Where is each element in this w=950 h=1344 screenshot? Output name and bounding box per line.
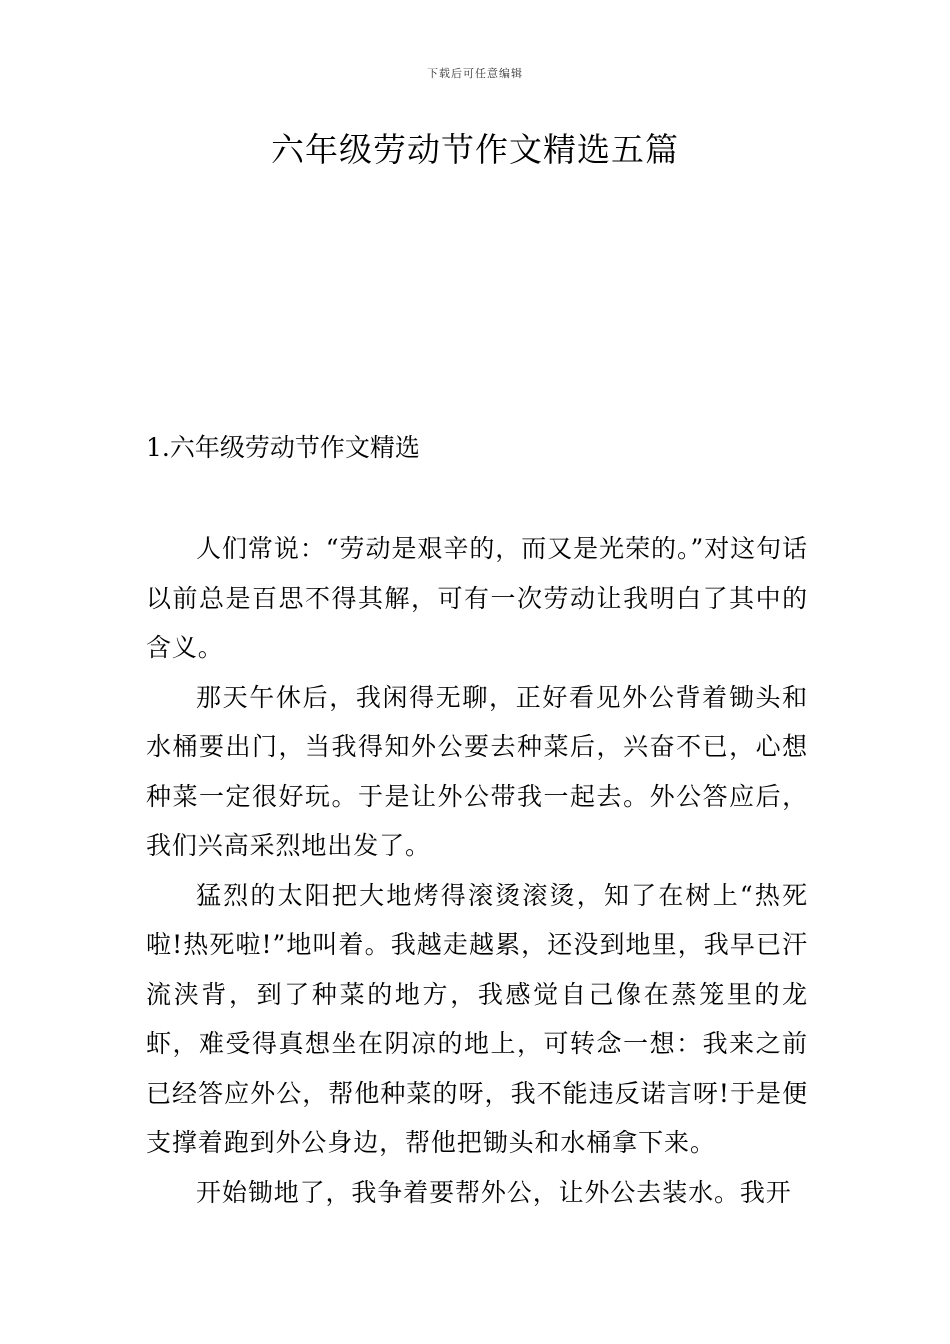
body-text [146, 524, 808, 1217]
paragraph: 猛烈的太阳把大地烤得滚烫滚烫，知了在树上“热死啦!热死啦!”地叫着。我越走越累，还没到地里，我早已汗流浃背，到了种菜的地方，我感觉自己像在蒸笼里的龙虾，难受得真想坐在阴凉的地上，可转念一想：我来之前已经答应外公，帮他种菜的呀，我不能违反诺言呀!于是便支撑着跑到外公身边，帮他把锄头和水桶拿下来。 [146, 880, 808, 1157]
header-note: 下载后可任意编辑 [427, 67, 523, 80]
section-heading: 1.六年级劳动节作文精选 [146, 433, 420, 462]
paragraph: 开始锄地了，我争着要帮外公，让外公去装水。我开 [196, 1177, 792, 1207]
document-title: 六年级劳动节作文精选五篇 [271, 130, 679, 169]
paragraph: 那天午休后，我闲得无聊，正好看见外公背着锄头和水桶要出门，当我得知外公要去种菜后，兴奋不已，心想种菜一定很好玩。于是让外公带我一起去。外公答应后，我们兴高采烈地出发了。 [146, 682, 808, 860]
paragraph: 人们常说：“劳动是艰辛的，而又是光荣的。”对这句话以前总是百思不得其解，可有一次劳动让我明白了其中的含义。 [146, 534, 808, 662]
